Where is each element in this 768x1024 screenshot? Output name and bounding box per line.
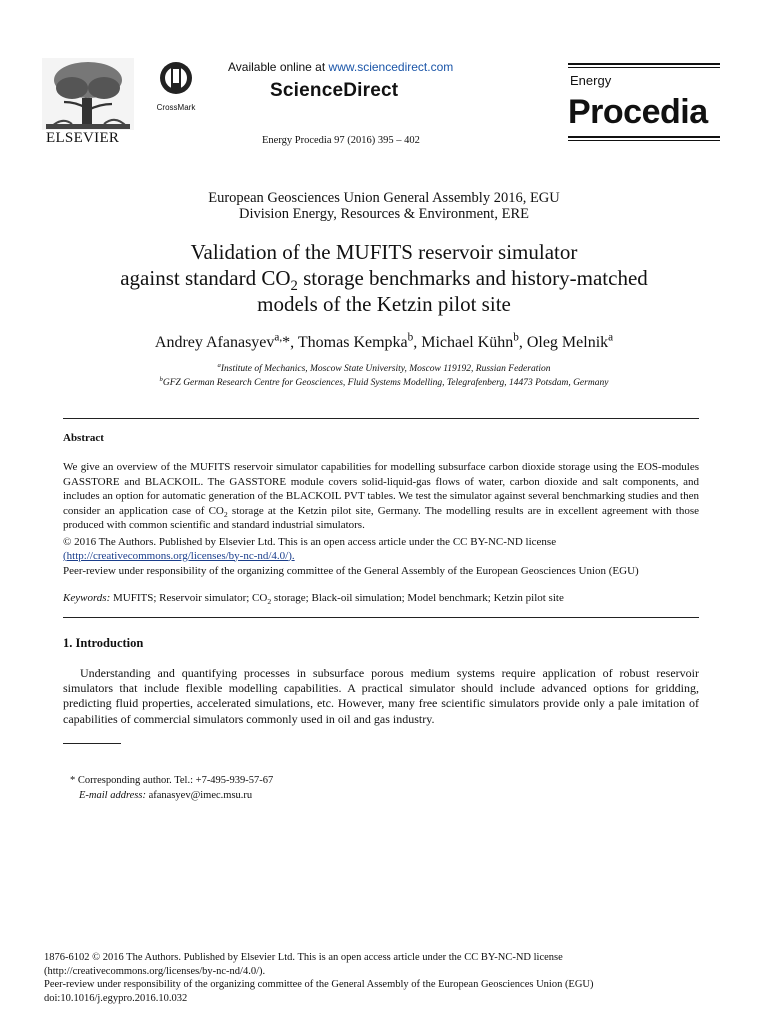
abstract-heading: Abstract [63,432,104,444]
title-line-3: models of the Ketzin pilot site [257,292,511,316]
copyright-notice: © 2016 The Authors. Published by Elsevier Ltd. This is an open access article under the CC BY-NC-ND license (http://creativecommons.org/licenses/by-nc-nd/4.0/). [63,536,557,562]
paper-title [0,239,768,317]
email-address: afanasyev@imec.msu.ru [145,790,253,801]
author-list: Andrey Afanasyev$^{a,}$*, Thomas Kempka$^b$, Michael Kühn$^b$, Oleg Melnik$^a$ [154,331,614,351]
issn-footer [44,951,724,1005]
footer-license-link[interactable]: (http://creativecommons.org/licenses/by-nc-nd/4.0/). [44,965,266,977]
journal-name-energy: Energy [570,73,612,88]
conference-line-1: European Geosciences Union General Assembly 2016, EGU [208,190,560,206]
journal-rule [568,140,720,141]
crossmark-label: CrossMark [156,103,196,112]
journal-name-procedia: Procedia [568,93,708,131]
email-note: E-mail address: afanasyev@imec.msu.ru [79,790,253,801]
abstract-body: We give an overview of the MUFITS reservoir simulator capabilities for modelling subsurface carbon dioxide storage using the EOS-modules GASSTORE and BLACKOIL. The GASSTORE module covers solid-liquid-gas flows of water, carbon dioxide and salt components, and includes an option for automatic generation of the BLACKOIL PVT tables. We test the simulator against several benchmarking studies and then consider an application case of $CO_2$ storage at the Ketzin pilot site, Germany. The modelling results are in excellent agreement with those produced with common scientific and standard industrial simulators. [63,461,699,531]
available-prefix: Available online at [228,60,329,74]
publisher-name: ELSEVIER [46,130,120,146]
section-divider [63,418,699,419]
introduction-body: Understanding and quantifying processes in subsurface porous medium systems require application of robust reservoir simulators that include flexible modelling capabilities. A practical simulator should include advanced options for gridding, predicting fluid properties, accelerated simulations, etc. However, many free scientific simulators provide only a pale imitation of capabilities of commercial simulators commonly used in oil and gas industry. [63,666,699,726]
title-line-1: Validation of the MUFITS reservoir simulator [190,240,578,264]
author-name: Andrey Afanasyev [154,334,275,351]
journal-rule [568,67,720,68]
journal-rule [568,136,720,138]
journal-rule [568,63,720,65]
affiliation-a: $^a$Institute of Mechanics, Moscow State University, Moscow 119192, Russian Federation [217,361,551,374]
author-name: Thomas Kempka [297,334,408,351]
author-name: Oleg Melnik [526,334,609,351]
crossmark-badge[interactable] [150,60,202,110]
footnote-divider [63,743,121,744]
doi[interactable]: doi:10.1016/j.egypro.2016.10.032 [44,992,188,1004]
author-name: Michael Kühn [421,334,514,351]
license-link[interactable]: (http://creativecommons.org/licenses/by-nc-nd/4.0/). [63,549,295,562]
keywords-label: Keywords: [63,592,111,604]
crossmark-icon [150,60,202,98]
sciencedirect-link[interactable]: www.sciencedirect.com [328,60,454,74]
issn-line: 1876-6102 © 2016 The Authors. Published by Elsevier Ltd. This is an open access article under the CC BY-NC-ND license [44,952,563,963]
keywords-line: Keywords: MUFITS; Reservoir simulator; $CO_2$ storage; Black-oil simulation; Model benchmark; Ketzin pilot site [63,592,564,607]
section-divider [63,617,699,618]
available-online-line [228,60,453,74]
peer-review-note: Peer-review under responsibility of the organizing committee of the General Assembly of the European Geosciences Union (EGU) [63,565,639,577]
sciencedirect-brand: ScienceDirect [270,80,399,101]
affiliation-b: $^b$GFZ German Research Centre for Geosciences, Fluid Systems Modelling, Telegrafenberg, 14473 Potsdam, Germany [159,375,609,388]
conference-line-2: Division Energy, Resources & Environment, ERE [239,206,529,222]
journal-citation: Energy Procedia 97 (2016) 395 – 402 [262,135,420,146]
footer-peer-review: Peer-review under responsibility of the organizing committee of the General Assembly of the European Geosciences Union (EGU) [44,979,594,991]
corresponding-author-note: * Corresponding author. Tel.: +7-495-939-57-67 [70,775,274,786]
title-line-2: against standard $CO_2$ storage benchmarks and history-matched [120,266,648,295]
introduction-heading: 1. Introduction [63,636,144,650]
